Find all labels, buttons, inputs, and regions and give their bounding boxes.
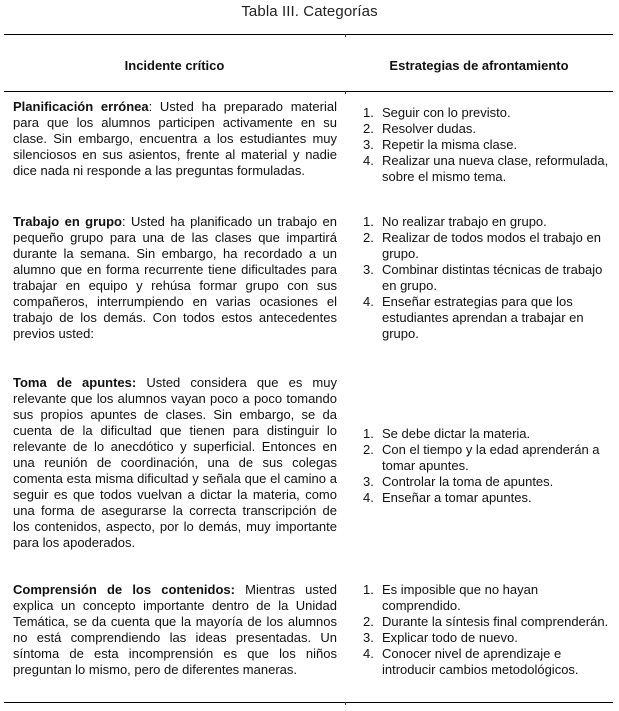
column-divider-tick <box>345 34 346 37</box>
strategy-item: 2. Resolver dudas. <box>363 121 476 136</box>
strategies-list <box>363 214 613 342</box>
table-top-rule <box>4 34 613 35</box>
incident-cell <box>13 582 337 678</box>
column-divider-tick <box>345 702 346 705</box>
strategy-item: 4. Enseñar estrategias para que los estudiantes aprendan a trabajar en grupo. <box>363 294 584 341</box>
strategies-list <box>363 582 613 678</box>
strategy-item: 2. Realizar de todos modos el trabajo en grupo. <box>363 230 601 261</box>
strategy-item: 1. Seguir con lo previsto. <box>363 105 511 120</box>
table-header-rule <box>4 91 613 92</box>
strategy-item: 4. Realizar una nueva clase, reformulada, sobre el mismo tema. <box>363 153 609 184</box>
strategy-item: 4. Conocer nivel de aprendizaje e introducir cambios metodológicos. <box>363 646 579 677</box>
incident-separator: : <box>121 214 131 229</box>
strategies-list <box>363 105 613 185</box>
table-bottom-rule <box>4 702 613 703</box>
column-divider-tick <box>345 91 346 94</box>
incident-cell <box>13 214 337 342</box>
strategy-item: 1. Es imposible que no hayan comprendido. <box>363 582 539 613</box>
strategy-item: 1. Se debe dictar la materia. <box>363 426 531 441</box>
incident-title: Trabajo en grupo <box>13 214 122 229</box>
strategy-item: 2. Durante la síntesis final comprenderán. <box>363 614 609 629</box>
incident-description: Usted ha planificado un trabajo en pequeño grupo para una de las clases que impartirá durante la semana. Sin embargo, ha recordado a un alumno que en forma recurrente tiene dificultades para trabajar en equipo y rehúsa formar grupo con sus compañeros, interrumpiendo en varias ocasiones el trabajo de los demás. Con todos estos antecedentes previos usted: <box>13 214 337 341</box>
column-header-strategies: Estrategias de afrontamiento <box>389 58 569 73</box>
strategy-item: 3. Controlar la toma de apuntes. <box>363 474 554 489</box>
incident-description: Usted ha preparado material para que los alumnos participen activamente en su clase. Sin embargo, encuentra a los estudiantes muy silenciosos en sus asientos, frente al material y nadie dice nada ni responde a las preguntas formuladas. <box>13 99 337 178</box>
incident-title: Planificación errónea <box>13 99 149 114</box>
column-header-incident: Incidente crítico <box>124 58 225 73</box>
incident-cell <box>13 375 337 551</box>
incident-description: Mientras usted explica un concepto importante dentro de la Unidad Temática, se da cuenta que la mayoría de los alumnos no está comprendiendo las ideas presentadas. Un síntoma de esta incomprensión es que los niños preguntan lo mismo, pero de diferentes maneras. <box>13 582 337 677</box>
table-caption: Tabla III. Categorías <box>241 3 378 20</box>
incident-separator: : <box>148 99 160 114</box>
strategy-item: 2. Con el tiempo y la edad aprenderán a tomar apuntes. <box>363 442 600 473</box>
incident-cell <box>13 99 337 179</box>
strategies-list <box>363 426 613 506</box>
incident-title: Toma de apuntes: <box>13 375 137 390</box>
incident-separator <box>136 375 146 390</box>
strategy-item: 3. Combinar distintas técnicas de trabajo en grupo. <box>363 262 603 293</box>
incident-description: Usted considera que es muy relevante que los alumnos vayan poco a poco tomando sus propios apuntes de clases. Sin embargo, se da cuenta de la dificultad que tienen para distinguir lo relevante de lo anecdótico y superficial. Entonces en una reunión de coordinación, una de sus colegas comenta esta misma dificultad y señala que el camino a seguir es que todos vuelvan a dictar la materia, como una forma de asegurarse la correcta transcripción de los contenidos, aspecto, por lo demás, muy importante para los apoderados. <box>13 375 337 550</box>
strategy-item: 1. No realizar trabajo en grupo. <box>363 214 547 229</box>
strategy-item: 4. Enseñar a tomar apuntes. <box>363 490 532 505</box>
strategy-item: 3. Repetir la misma clase. <box>363 137 518 152</box>
incident-title: Comprensión de los contenidos: <box>13 582 235 597</box>
incident-separator <box>235 582 245 597</box>
strategy-item: 3. Explicar todo de nuevo. <box>363 630 518 645</box>
